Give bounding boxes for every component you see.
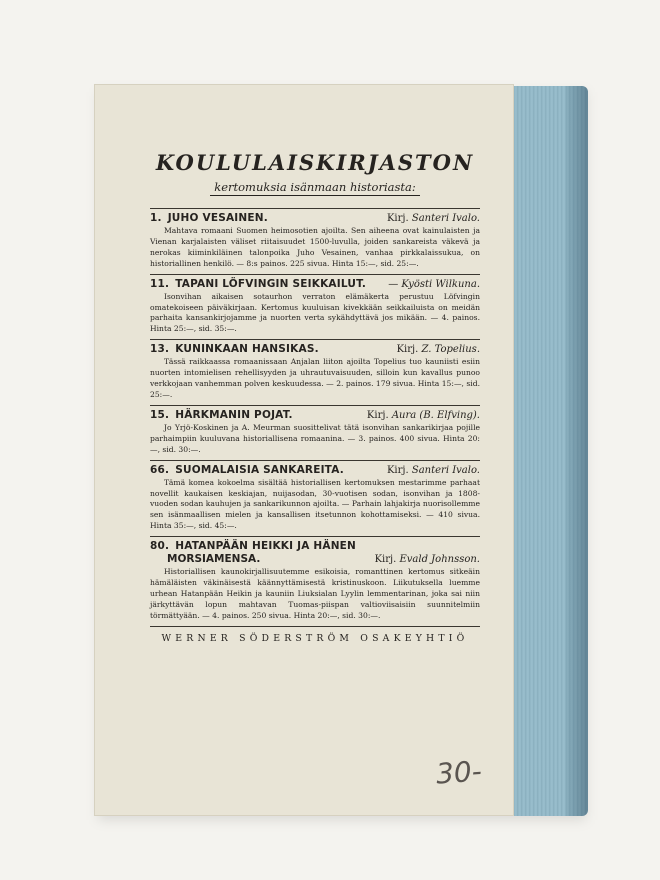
cover-print	[150, 150, 480, 645]
book-title: HATANPÄÄN HEIKKI JA HÄNEN	[175, 540, 357, 553]
book-heading	[150, 343, 480, 356]
book-number: 1.	[150, 212, 162, 224]
book-number: 11.	[150, 277, 170, 290]
book-title-line	[150, 278, 366, 291]
book-entry	[150, 275, 480, 340]
book-description: Tämä komea kokoelma sisältää historiallisen kertomuksen mestarimme parhaat novellit kaukaisen keskiajan, nuijasodan, 30-vuotisen sodan, isonvihan ja 1808-vuoden sodan kauhujen ja sankarikunnon ajoilta. — Parhain lahjakirja nuorisollemme sen isänmaallisen mielen ja kansallisen itsetunnon kohottamiseksi. — 410 sivua. Hinta 35:—, sid. 45:—.	[150, 477, 480, 531]
series-subtitle: kertomuksia isänmaan historiasta:	[210, 180, 420, 196]
book-author-line	[397, 343, 480, 356]
author-prefix: Kirj.	[366, 409, 389, 421]
book-title: HÄRKMANIN POJAT.	[175, 408, 293, 421]
spine-edge	[566, 86, 588, 816]
book-heading	[150, 409, 480, 422]
book-title-line	[150, 464, 344, 477]
author-prefix: Kirj.	[386, 464, 409, 476]
book-author-line	[388, 278, 480, 291]
book-title: TAPANI LÖFVINGIN SEIKKAILUT.	[175, 277, 367, 290]
book-author: Kyösti Wilkuna.	[401, 278, 480, 290]
book-heading	[150, 212, 480, 225]
book-entry	[150, 209, 480, 274]
book-title: JUHO VESAINEN.	[167, 212, 268, 224]
book-list	[150, 209, 480, 626]
book-entry	[150, 340, 480, 405]
bottom-divider	[150, 626, 480, 627]
book-title-line	[150, 343, 319, 356]
book-title: KUNINKAAN HANSIKAS.	[175, 343, 319, 356]
book-number: 13.	[150, 343, 170, 356]
book-title-continued: MORSIAMENSA.	[167, 553, 261, 566]
book-author: Santeri Ivalo.	[411, 464, 480, 476]
book-author-line	[387, 464, 480, 477]
book-author: Aura (B. Elfving).	[391, 409, 480, 421]
publisher-name: WERNER SÖDERSTRÖM OSAKEYHTIÖ	[161, 632, 469, 644]
book-title-line	[150, 409, 293, 422]
book-heading	[150, 278, 480, 291]
book-number: 80.	[150, 540, 170, 553]
book-number: 15.	[150, 408, 170, 421]
book-description: Mahtava romaani Suomen heimosotien ajoilta. Sen aiheena ovat kainulaisten ja Vienan karjalaisten väliset riitaisuudet 1500-luvulla, joiden sankareista väkevä ja nerokas kiiminkiläinen talonpoika Juho Vesainen, vanhaa pirkkalaissukua, on historiallinen henkilö. — 8:s painos. 225 sivua. Hinta 15:—, sid. 25:—.	[150, 226, 480, 268]
author-prefix: Kirj.	[374, 554, 397, 566]
book-entry	[150, 461, 480, 537]
book-entry	[150, 537, 480, 626]
book-title-line	[150, 212, 268, 225]
book-author: Santeri Ivalo.	[411, 213, 480, 224]
book-description: Isonvihan aikaisen sotaurhon verraton elämäkerta perustuu Löfvingin omatekoiseen päiväkirjaan. Kertomus kuuluisan kivekkään seikkailuista on meidän parhaita kansankirjojamme ja nuorten verta sykähdyttävä jos mikään. — 4. painos. Hinta 25:—, sid. 35:—.	[150, 291, 480, 334]
book-entry	[150, 406, 480, 460]
book-title: SUOMALAISIA SANKAREITA.	[175, 463, 344, 476]
author-prefix: Kirj.	[386, 213, 409, 224]
book-author-line	[387, 212, 480, 225]
book-number: 66.	[150, 463, 170, 476]
author-prefix: Kirj.	[396, 344, 419, 356]
book-heading-continued	[150, 553, 480, 566]
book-description: Historiallisen kaunokirjallisuutemme esikoisia, romanttinen kertomus sitkeäin hämäläisten väkinäisestä käännyttämisestä kristinuskoon. Liikutuksella luemme urhean Hatanpään Heikin ja kauniin Liuksialan Lyylin lemmentarinan, joka sai niin järkyttävän lopun mahtavan Tuomas-piispan valtioviisaisiin suunnitelmiin törmättyään. — 4. painos. 250 sivua. Hinta 20:—, sid. 30:—.	[150, 567, 480, 620]
series-title: KOULULAISKIRJASTON	[155, 150, 475, 175]
book-description: Tässä raikkaassa romaanissaan Anjalan liiton ajoilta Topelius tuo kauniisti esiin nuorten intomielisen rehellisyyden ja uhrautuvaisuuden, silloin kun kavallus punoo verkkojaan vanhemman polven keskuudessa. — 2. painos. 179 sivua. Hinta 15:—, sid. 25:—.	[150, 357, 480, 399]
author-prefix: —	[388, 278, 399, 290]
book-author: Evald Johnsson.	[399, 554, 480, 566]
book-author: Z. Topelius.	[421, 344, 480, 356]
handwritten-price: 30-	[434, 754, 483, 791]
book-heading	[150, 540, 480, 553]
book-title-line	[150, 540, 356, 553]
book-author-line	[367, 409, 480, 422]
book-heading	[150, 464, 480, 477]
book-author-line	[375, 553, 480, 566]
book-description: Jo Yrjö-Koskinen ja A. Meurman suosittelivat tätä isonvihan sankarikirjaa pojille parhaimpiin kuuluvana historiallisena romaanina. — 3. painos. 400 sivua. Hinta 20:—, sid. 30:—.	[150, 422, 480, 454]
